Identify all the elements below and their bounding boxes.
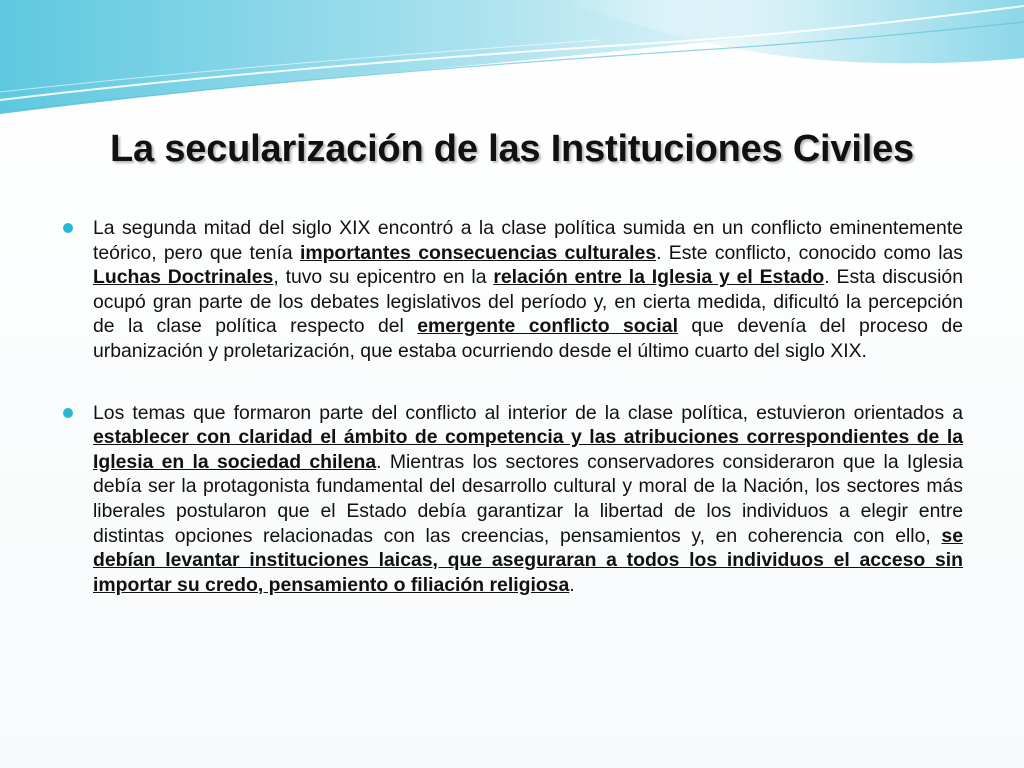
emphasized-phrase: relación entre la Iglesia y el Estado xyxy=(493,266,825,289)
emphasized-phrase: se debían levantar instituciones laicas, que aseguraran a todos los individuos el acceso sin importar su credo, pensamiento o filiación religiosa xyxy=(93,524,963,596)
bullet-dot-icon xyxy=(63,223,73,233)
bullet-text xyxy=(93,402,963,596)
text-run: . Este conflicto, conocido como las xyxy=(656,241,963,264)
bullet-list xyxy=(58,216,963,597)
emphasized-phrase: establecer con claridad el ámbito de competencia y las atribuciones correspondientes de la Iglesia en la sociedad chilena xyxy=(93,426,963,473)
slide-title: La secularización de las Instituciones Civiles xyxy=(110,128,914,170)
emphasized-phrase: Luchas Doctrinales xyxy=(93,266,274,289)
header-wave-decoration xyxy=(0,0,1024,125)
text-run: que devenía del proceso de urbanización y proletarización, que estaba ocurriendo desde el último cuarto del siglo XIX. xyxy=(93,315,963,362)
text-run: . Mientras los sectores conservadores consideraron que la Iglesia debía ser la protagonista fundamental del desarrollo cultural y moral de la Nación, los sectores más liberales postularon que el Estado debía garantizar la libertad de los individuos a elegir entre distintas opciones relacionadas con las creencias, pensamientos y, en coherencia con ello, xyxy=(93,450,963,547)
bullet-dot-icon xyxy=(63,408,73,418)
emphasized-phrase: emergente conflicto social xyxy=(417,315,678,338)
text-run: . xyxy=(569,573,575,596)
bullet-text xyxy=(93,217,963,362)
emphasized-phrase: importantes consecuencias culturales xyxy=(299,241,657,264)
text-run: Los temas que formaron parte del conflicto al interior de la clase política, estuvieron orientados a xyxy=(93,401,963,424)
bullet-item xyxy=(58,216,963,364)
text-run: . Esta discusión ocupó gran parte de los debates legislativos del período y, en cierta medida, dificultó la percepción de la clase política respecto del xyxy=(93,266,963,338)
text-run: La segunda mitad del siglo XIX encontró a la clase política sumida en un conflicto eminentemente teórico, pero que tenía xyxy=(93,217,963,264)
bullet-item xyxy=(58,401,963,598)
text-run: , tuvo su epicentro en la xyxy=(273,266,494,289)
